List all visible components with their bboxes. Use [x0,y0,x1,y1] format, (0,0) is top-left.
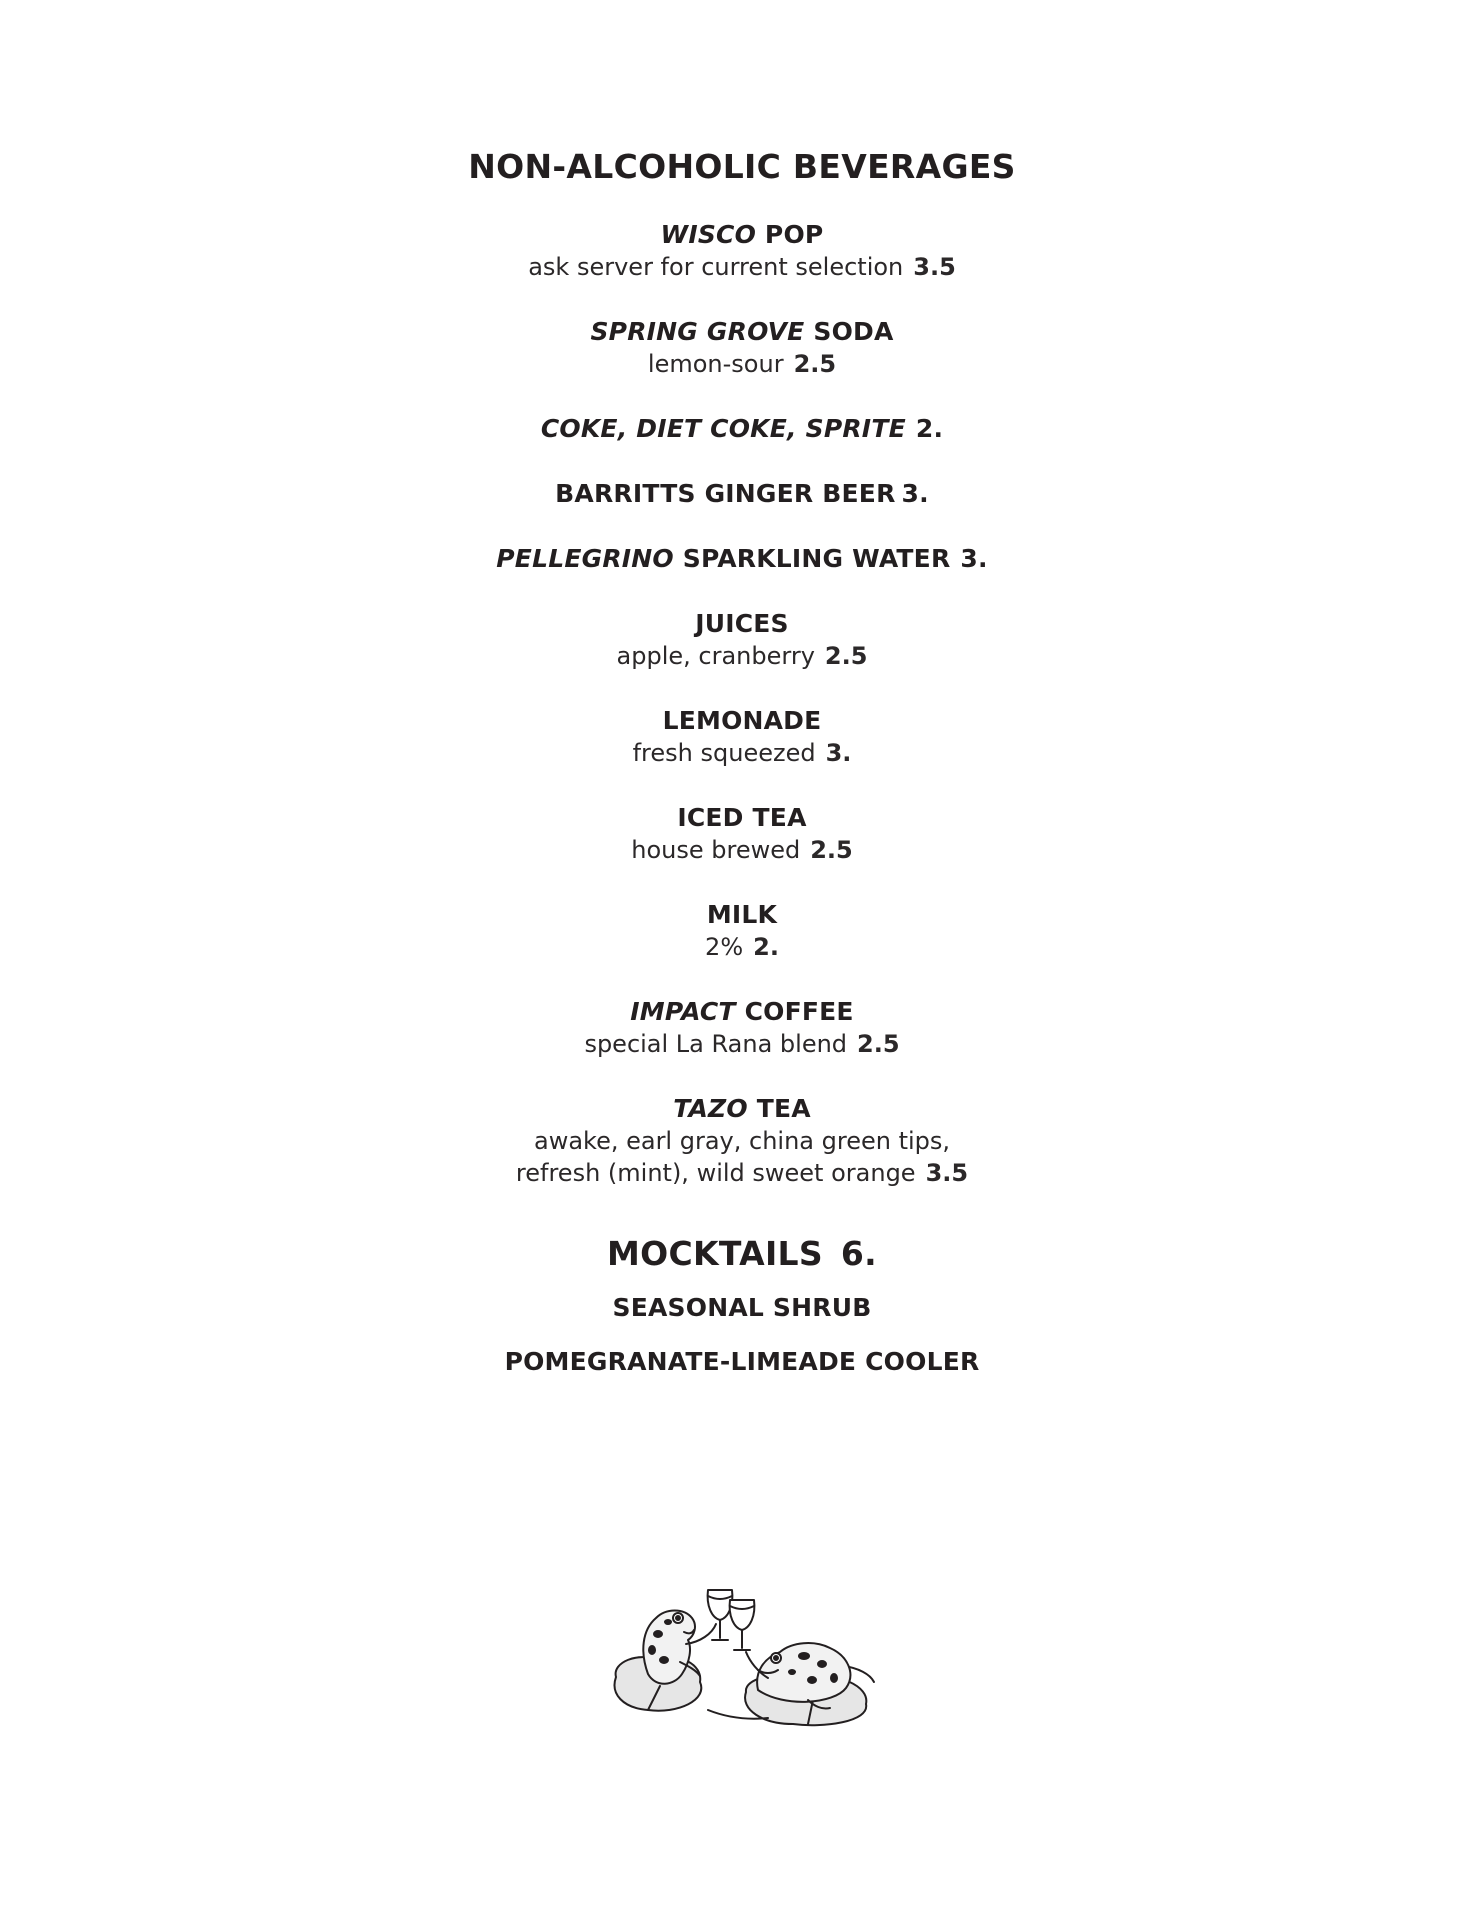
item-name: POP [756,220,824,249]
item-brand: WISCO [660,220,757,249]
item-impact-coffee [0,997,1484,1026]
item-spring-grove-soda [0,317,1484,346]
item-price: 2. [753,933,779,961]
toasting-frogs-illustration [608,1582,878,1730]
item-juices [0,609,1484,638]
mocktails-title-line [0,1234,1484,1273]
mocktails-price: 6. [840,1234,878,1273]
item-pellegrino [0,544,1484,573]
item-name: LEMONADE [662,706,822,735]
item-price: 2.5 [793,350,837,378]
item-name: ICED TEA [677,803,807,832]
item-description: fresh squeezed [632,739,816,767]
item-description-line-1: awake, earl gray, china green tips, [533,1127,951,1155]
mocktail-item: SEASONAL SHRUB [612,1293,872,1322]
item-name: BARRITTS GINGER BEER [555,479,896,508]
item-price: 3.5 [925,1159,969,1187]
item-price: 2.5 [824,642,868,670]
item-name: COFFEE [735,997,854,1026]
item-barritts-ginger-beer [0,479,1484,508]
item-price: 3. [960,544,988,573]
item-name: MILK [706,900,778,929]
item-description-line [0,836,1484,864]
mocktail-item: POMEGRANATE-LIMEADE COOLER [504,1347,980,1376]
item-brand: PELLEGRINO [496,544,674,573]
item-brand: SPRING GROVE [590,317,805,346]
item-brand: IMPACT [630,997,736,1026]
item-description: lemon-sour [647,350,784,378]
item-price: 2.5 [857,1030,900,1058]
item-name: JUICES [695,609,789,638]
item-description: refresh (mint), wild sweet orange [515,1159,916,1187]
item-name: TEA [747,1094,811,1123]
item-description-line [0,253,1484,281]
item-lemonade [0,706,1484,735]
item-description-line [0,350,1484,378]
item-tazo-tea [0,1094,1484,1123]
item-description-line [0,642,1484,670]
item-description: ask server for current selection [528,253,904,281]
item-description-line [0,739,1484,767]
item-price: 3. [825,739,852,767]
item-iced-tea [0,803,1484,832]
item-description: house brewed [631,836,801,864]
item-wisco-pop [0,220,1484,249]
item-brand: TAZO [673,1094,748,1123]
item-price: 2.5 [810,836,853,864]
item-description-line [0,1030,1484,1058]
mocktails-title: MOCKTAILS [606,1234,823,1273]
item-description-line [0,933,1484,961]
item-description: apple, cranberry [616,642,815,670]
item-description-line-2 [0,1159,1484,1187]
item-name: SODA [804,317,894,346]
item-price: 2. [915,414,944,443]
item-name: SPARKLING WATER [673,544,951,573]
item-description: 2% [705,933,744,961]
item-brand: COKE, DIET COKE, SPRITE [540,414,906,443]
non-alcoholic-title: NON-ALCOHOLIC BEVERAGES [468,147,1016,186]
item-milk [0,900,1484,929]
item-coke [0,414,1484,443]
item-price: 3. [901,479,929,508]
item-description: special La Rana blend [584,1030,848,1058]
item-price: 3.5 [913,253,956,281]
